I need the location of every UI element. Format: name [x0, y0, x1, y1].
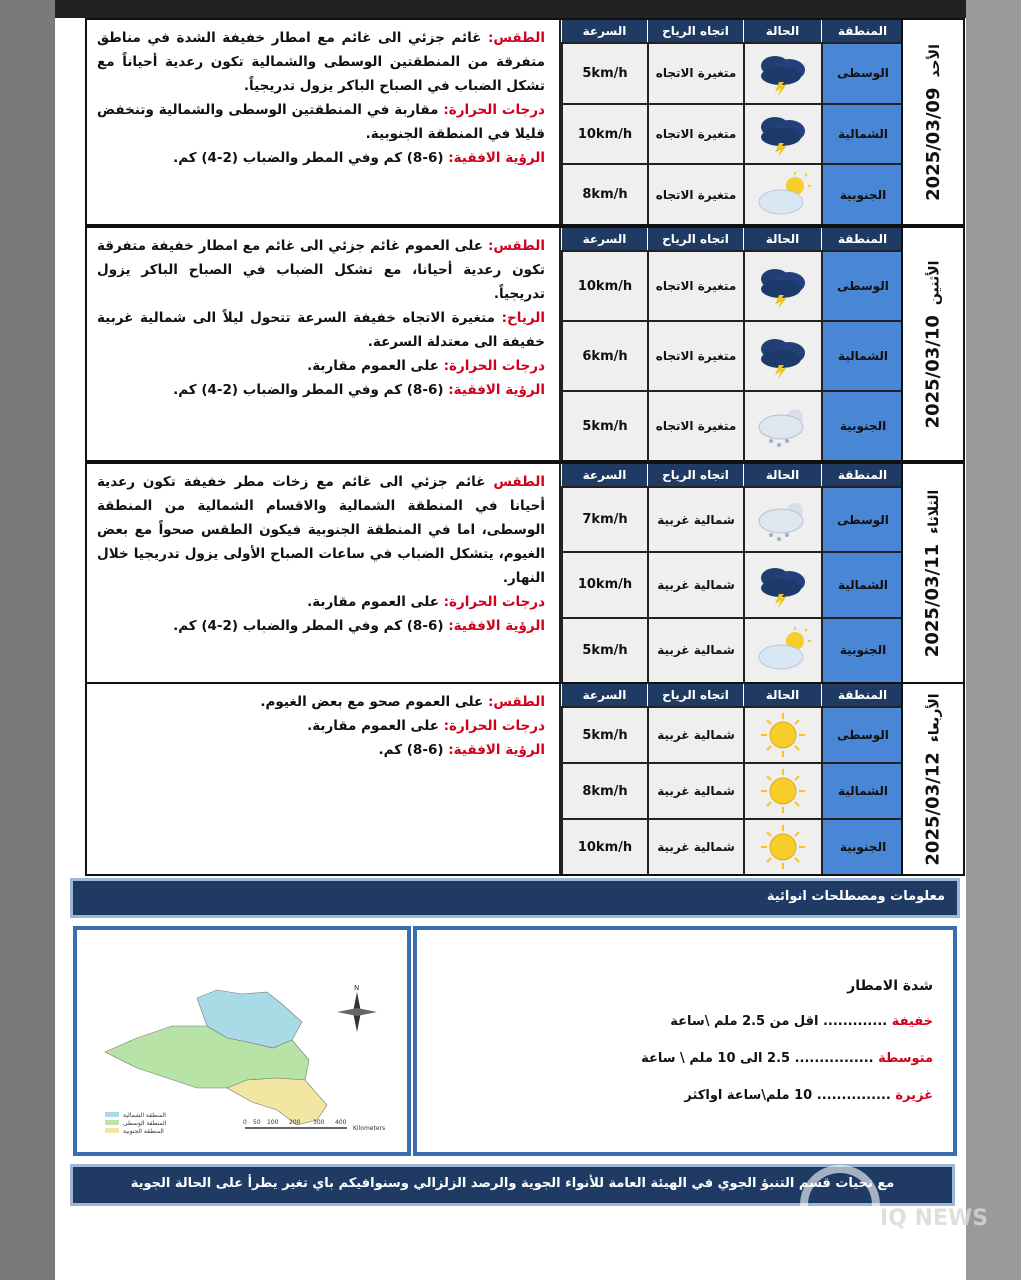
table-header	[561, 684, 903, 706]
south-region-shape	[227, 1078, 327, 1125]
header-region: المنطقة	[821, 684, 903, 706]
forecast-table	[561, 20, 903, 224]
header-speed: السرعة	[561, 464, 647, 486]
rain-intensity-line	[437, 1088, 933, 1103]
rain-level-text: ............. اقل من 2.5 ملم \ساعة	[670, 1014, 892, 1029]
forecast-page	[55, 18, 966, 1280]
desc-label: درجات الحرارة:	[443, 102, 545, 118]
desc-label: الطقس:	[487, 30, 545, 46]
wind-speed: 10km/h	[561, 820, 647, 874]
day-name: الثلاثاء	[926, 489, 943, 534]
right-frame	[966, 0, 1021, 1280]
table-header	[561, 20, 903, 42]
table-header	[561, 464, 903, 486]
light-rain-icon	[743, 392, 821, 460]
desc-paragraph	[97, 354, 545, 378]
desc-label: الرؤية الافقية:	[448, 150, 545, 166]
wind-speed: 10km/h	[561, 105, 647, 164]
header-state: الحالة	[743, 228, 821, 250]
forecast-row	[561, 320, 903, 390]
top-frame	[55, 0, 966, 18]
header-state: الحالة	[743, 464, 821, 486]
desc-label: الرؤية الافقية:	[448, 382, 545, 398]
desc-text: غائم جزئي الى غائم مع زخات مطر خفيفة تكون رعدية أحيانا في المنطقة الشمالية والاقسام الشمالية من المنطقة الوسطى، اما في المنطقة الجنوبية فيكون الطقس صحواً مع بعض الغيوم، يتشكل الضباب في ساعات الصباح الأولى يزول تدريجيا خلال النهار.	[97, 474, 545, 586]
region-name: الجنوبية	[821, 392, 903, 460]
wind-direction: شمالية غربية	[647, 820, 743, 874]
wind-direction: شمالية غربية	[647, 553, 743, 616]
svg-text:200: 200	[289, 1119, 301, 1126]
rain-title: شدة الامطار	[847, 978, 933, 994]
svg-text:N: N	[354, 984, 360, 992]
forecast-table	[561, 684, 903, 874]
svg-text:50: 50	[253, 1119, 261, 1126]
date: 2025/03/12	[922, 751, 944, 866]
desc-text: على العموم صحو مع بعض الغيوم.	[260, 694, 488, 710]
map-scale	[243, 1119, 385, 1132]
desc-text: متغيرة الاتجاه خفيفة السرعة تتحول ليلاً الى شمالية غربية خفيفة الى معتدلة السرعة.	[97, 310, 545, 350]
legend-north: المنطقة الشمالية	[123, 1112, 166, 1119]
desc-text: مقاربة في المنطقتين الوسطى والشمالية وتنخفض قليلا في المنطقة الجنوبية.	[97, 102, 545, 142]
svg-text:300: 300	[313, 1119, 325, 1126]
wind-speed: 10km/h	[561, 252, 647, 320]
rain-level-text: ................ 2.5 الى 10 ملم \ ساعة	[641, 1051, 879, 1066]
desc-label: الرياح:	[501, 310, 545, 326]
wind-speed: 8km/h	[561, 165, 647, 224]
date: 2025/03/10	[922, 314, 944, 428]
header-direction: اتجاه الرياح	[647, 20, 743, 42]
desc-paragraph	[97, 26, 545, 98]
desc-text: (6-8) كم وفي المطر والضباب (2-4) كم.	[173, 618, 449, 634]
desc-label: الرؤية الافقية:	[448, 618, 545, 634]
wind-direction: شمالية غربية	[647, 708, 743, 762]
map-legend	[105, 1112, 167, 1135]
date-column	[901, 20, 963, 224]
date-column	[901, 228, 963, 460]
forecast-table	[561, 228, 903, 460]
desc-paragraph	[97, 306, 545, 354]
region-name: الوسطى	[821, 44, 903, 103]
legend-south: المنطقة الجنوبية	[123, 1128, 164, 1135]
day-block	[85, 682, 965, 876]
desc-paragraph	[97, 614, 545, 638]
forecast-row	[561, 818, 903, 874]
svg-text:Kilometers: Kilometers	[353, 1125, 386, 1132]
thunderstorm-icon	[743, 105, 821, 164]
wind-direction: شمالية غربية	[647, 488, 743, 551]
date: 2025/03/11	[922, 543, 944, 657]
rain-level-label: غزيرة	[895, 1088, 933, 1103]
wind-direction: متغيرة الاتجاه	[647, 322, 743, 390]
desc-label: الطقس:	[487, 238, 545, 254]
sun-icon	[743, 820, 821, 874]
watermark: IQ NEWS	[880, 1206, 989, 1231]
date: 2025/03/09	[922, 87, 944, 201]
svg-text:100: 100	[267, 1119, 279, 1126]
watermark-logo-icon	[800, 1165, 880, 1245]
desc-text: على العموم مقاربة.	[307, 594, 444, 610]
region-name: الوسطى	[821, 488, 903, 551]
partly-cloudy-icon	[743, 165, 821, 224]
wind-speed: 8km/h	[561, 764, 647, 818]
day-name: الأربعاء	[926, 692, 943, 742]
rain-level-label: متوسطة	[878, 1051, 933, 1066]
header-state: الحالة	[743, 684, 821, 706]
day-name: الأثنين	[926, 260, 943, 305]
desc-paragraph	[97, 738, 545, 762]
forecast-description	[87, 464, 561, 682]
forecast-row	[561, 486, 903, 551]
header-direction: اتجاه الرياح	[647, 464, 743, 486]
date-column	[901, 684, 963, 874]
header-region: المنطقة	[821, 20, 903, 42]
wind-speed: 5km/h	[561, 44, 647, 103]
desc-label: درجات الحرارة:	[443, 358, 545, 374]
forecast-description	[87, 228, 561, 460]
day-name: الأحد	[926, 43, 943, 78]
desc-text: (6-8) كم وفي المطر والضباب (2-4) كم.	[173, 382, 449, 398]
forecast-table	[561, 464, 903, 682]
day-block	[85, 226, 965, 462]
forecast-row	[561, 617, 903, 682]
rain-intensity-line	[437, 1014, 933, 1029]
date-column	[901, 464, 963, 682]
desc-label: درجات الحرارة:	[443, 594, 545, 610]
partly-cloudy-icon	[743, 619, 821, 682]
forecast-row	[561, 103, 903, 164]
wind-speed: 6km/h	[561, 322, 647, 390]
desc-paragraph	[97, 714, 545, 738]
legend-central: المنطقة الوسطى	[123, 1120, 167, 1127]
forecast-row	[561, 250, 903, 320]
region-name: الجنوبية	[821, 165, 903, 224]
forecast-row	[561, 163, 903, 224]
wind-direction: متغيرة الاتجاه	[647, 392, 743, 460]
desc-label: الطقس:	[487, 694, 545, 710]
forecast-description	[87, 20, 561, 224]
wind-direction: متغيرة الاتجاه	[647, 44, 743, 103]
wind-speed: 5km/h	[561, 619, 647, 682]
light-rain-icon	[743, 488, 821, 551]
header-speed: السرعة	[561, 684, 647, 706]
thunderstorm-icon	[743, 44, 821, 103]
day-block	[85, 462, 965, 684]
desc-paragraph	[97, 590, 545, 614]
wind-speed: 5km/h	[561, 708, 647, 762]
thunderstorm-icon	[743, 553, 821, 616]
forecast-description	[87, 684, 561, 874]
sun-icon	[743, 708, 821, 762]
forecast-row	[561, 551, 903, 616]
region-name: الجنوبية	[821, 619, 903, 682]
compass-rose-icon	[337, 984, 377, 1032]
forecast-row	[561, 390, 903, 460]
forecast-row	[561, 706, 903, 762]
desc-text: غائم جزئي الى غائم مع امطار خفيفة الشدة في مناطق متفرقة من المنطقتين الوسطى والشمالية تكون رعدية أحياناً مع تشكل الضباب في الصباح الباكر يزول تدريجياً.	[97, 30, 545, 94]
map-panel	[73, 926, 411, 1156]
desc-paragraph	[97, 234, 545, 306]
wind-direction: شمالية غربية	[647, 764, 743, 818]
thunderstorm-icon	[743, 252, 821, 320]
region-name: الشمالية	[821, 553, 903, 616]
desc-text: (6-8) كم.	[378, 742, 449, 758]
desc-text: (6-8) كم وفي المطر والضباب (2-4) كم.	[173, 150, 449, 166]
wind-direction: متغيرة الاتجاه	[647, 252, 743, 320]
desc-label: الرؤية الافقية:	[448, 742, 545, 758]
desc-paragraph	[97, 98, 545, 146]
wind-direction: شمالية غربية	[647, 619, 743, 682]
wind-speed: 7km/h	[561, 488, 647, 551]
region-name: الشمالية	[821, 764, 903, 818]
thunderstorm-icon	[743, 322, 821, 390]
header-speed: السرعة	[561, 20, 647, 42]
svg-text:400: 400	[335, 1119, 347, 1126]
desc-label: درجات الحرارة:	[443, 718, 545, 734]
region-name: الشمالية	[821, 105, 903, 164]
region-name: الوسطى	[821, 708, 903, 762]
rain-level-label: خفيفة	[891, 1014, 933, 1029]
header-region: المنطقة	[821, 464, 903, 486]
desc-paragraph	[97, 690, 545, 714]
header-state: الحالة	[743, 20, 821, 42]
forecast-row	[561, 42, 903, 103]
header-region: المنطقة	[821, 228, 903, 250]
desc-paragraph	[97, 146, 545, 170]
desc-label: الطقس	[493, 474, 545, 490]
rain-intensity-panel	[413, 926, 957, 1156]
header-direction: اتجاه الرياح	[647, 684, 743, 706]
wind-direction: متغيرة الاتجاه	[647, 165, 743, 224]
wind-direction: متغيرة الاتجاه	[647, 105, 743, 164]
left-frame	[0, 0, 55, 1280]
table-header	[561, 228, 903, 250]
day-block	[85, 18, 965, 226]
desc-text: على العموم مقاربة.	[307, 358, 444, 374]
wind-speed: 10km/h	[561, 553, 647, 616]
sun-icon	[743, 764, 821, 818]
desc-text: على العموم غائم جزئي الى غائم مع امطار خفيفة متفرقة تكون رعدية أحيانا، مع تشكل الضباب في الصباح الباكر يزول تدريجياً.	[97, 238, 545, 302]
region-name: الشمالية	[821, 322, 903, 390]
rain-level-text: ............... 10 ملم\ساعة اواكثر	[684, 1088, 896, 1103]
rain-intensity-line	[437, 1051, 933, 1066]
region-name: الوسطى	[821, 252, 903, 320]
iraq-map	[77, 930, 407, 1152]
forecast-row	[561, 762, 903, 818]
region-name: الجنوبية	[821, 820, 903, 874]
svg-text:0: 0	[243, 1119, 247, 1126]
footer-bar: مع تحيات قسم التنبؤ الجوي في الهيئة العامة للأنواء الجوية والرصد الزلزالي وسنوافيكم باي تغير يطرأ على الحالة الجوية	[70, 1164, 955, 1206]
header-speed: السرعة	[561, 228, 647, 250]
desc-paragraph	[97, 378, 545, 402]
desc-text: على العموم مقاربة.	[307, 718, 444, 734]
header-direction: اتجاه الرياح	[647, 228, 743, 250]
desc-paragraph	[97, 470, 545, 590]
info-bar: معلومات ومصطلحات انوائية	[70, 878, 960, 918]
wind-speed: 5km/h	[561, 392, 647, 460]
